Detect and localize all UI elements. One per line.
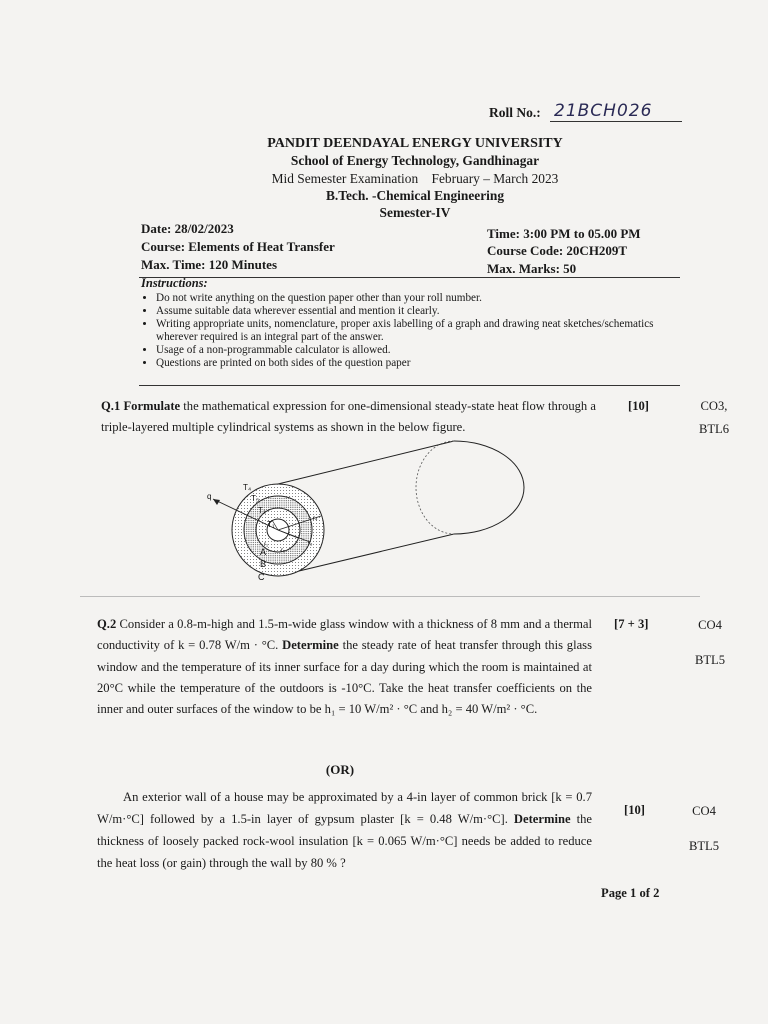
fig-label-r1: r₁: [264, 542, 269, 548]
roll-label: Roll No.:: [489, 105, 541, 120]
instruction-item: • Questions are printed on both sides of the question paper: [156, 357, 661, 370]
instruction-item: • Usage of a non-programmable calculator is allowed.: [156, 344, 661, 357]
school-name: School of Energy Technology, Gandhinagar: [290, 153, 540, 168]
program-name: B.Tech. -Chemical Engineering: [325, 188, 505, 203]
exam-title: Mid Semester Examination February – March 2023: [271, 171, 559, 186]
fig-label-t3: T₃: [251, 494, 260, 503]
cylinder-figure: [195, 438, 530, 586]
question-2-alt-marks: [10]: [624, 803, 645, 817]
question-2-alt-text-b: the thickness of loosely packed rock-wool insulation [k = 0.065 W/m·°C] needs be added to reduce the heat loss (or gain) through the wall by 80 % ?: [97, 812, 592, 870]
course-name: Course: Elements of Heat Transfer: [141, 239, 335, 254]
question-2-marks: [7 + 3]: [614, 617, 649, 631]
fig-label-t2: T₂: [258, 506, 266, 515]
question-1-marks: [10]: [628, 399, 649, 413]
roll-underline: [550, 121, 682, 122]
page-number: Page 1 of 2: [601, 886, 660, 900]
question-2-verb: Determine: [282, 638, 339, 653]
fig-label-q: q: [207, 492, 212, 501]
instructions-title: Instructions:: [141, 276, 208, 290]
question-2-alternative: [97, 786, 592, 874]
question-2-co: CO4: [698, 618, 722, 632]
instruction-item: • Writing appropriate units, nomenclature, proper axis labelling of a graph and drawing neat sketches/schematics wherever required is an integral part of the answer.: [156, 318, 661, 344]
question-2-text-a: Consider a 0.8-m-high and 1.5-m-wide glass window with a thickness of 8 mm and a thermal conductivity of k = 0.78 W/m · °C.: [97, 617, 592, 653]
max-marks: Max. Marks: 50: [487, 261, 577, 276]
exam-time: Time: 3:00 PM to 05.00 PM: [487, 226, 641, 241]
fig-label-r2: r₂: [281, 548, 286, 554]
question-2-alt-co: CO4: [692, 804, 716, 818]
semester: Semester-IV: [379, 205, 451, 220]
question-1-co: CO3,: [700, 399, 728, 413]
question-1-btl: BTL6: [698, 422, 730, 436]
fig-label-a: A: [260, 547, 267, 557]
max-time: Max. Time: 120 Minutes: [141, 257, 278, 272]
roll-number-handwritten: 21BCH026: [554, 101, 653, 121]
fig-label-t4: T₄: [243, 483, 252, 492]
instruction-item: • Assume suitable data wherever essential and mention it clearly.: [156, 305, 661, 318]
question-1-number: Q.1: [101, 399, 121, 413]
question-1: [101, 396, 596, 438]
question-1-verb: Formulate: [123, 399, 181, 413]
question-2: [97, 614, 592, 720]
question-2-alt-text-a: An exterior wall of a house may be approximated by a 4-in layer of common brick [k = 0.7 W/m·°C] followed by a 1.5-in layer of gypsum plaster [k = 0.48 W/m·°C].: [97, 790, 592, 826]
or-separator: (OR): [325, 762, 355, 777]
instruction-item: • Do not write anything on the question paper other than your roll number.: [156, 292, 661, 305]
question-2-btl: BTL5: [694, 653, 726, 667]
question-1-text: the mathematical expression for one-dimensional steady-state heat flow through a triple-layered multiple cylindrical systems as shown in the below figure.: [101, 399, 596, 434]
question-2-number: Q.2: [97, 617, 117, 631]
instructions-list: [140, 292, 661, 370]
fig-label-b: B: [260, 559, 267, 569]
exam-date: Date: 28/02/2023: [141, 221, 234, 236]
divider-top: [139, 277, 680, 278]
question-2-text-b: the steady rate of heat transfer through this glass window and the temperature of its inner surface for a day during which the room is maintained at 20°C while the temperature of the outdoors is -10°C. Take the heat transfer coefficients on the inner and outer surfaces of the window to be h₁ = 10 W/m² · °C and h₂ = 40 W/m² · °C.: [97, 638, 592, 717]
fig-label-t1: T₁: [267, 520, 275, 529]
divider-instructions: [139, 385, 680, 386]
question-2-alt-btl: BTL5: [688, 839, 720, 853]
course-code: Course Code: 20CH209T: [487, 243, 628, 258]
fig-label-c: C: [258, 572, 265, 582]
university-name: PANDIT DEENDAYAL ENERGY UNIVERSITY: [267, 136, 563, 151]
question-2-alt-verb: Determine: [513, 812, 571, 826]
fig-label-r3: r₃: [308, 541, 313, 547]
fig-label-r4: r₄: [313, 516, 318, 522]
divider-q1: [80, 596, 700, 597]
